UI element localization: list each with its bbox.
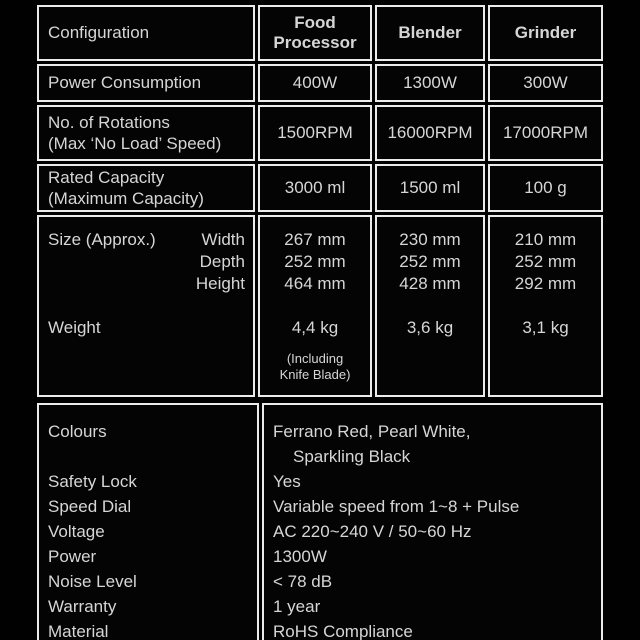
rotations-grinder: 17000RPM xyxy=(488,105,603,161)
value-safety-lock: Yes xyxy=(273,472,301,491)
rotations-food-processor: 1500RPM xyxy=(258,105,372,161)
value-power: 1300W xyxy=(273,547,327,566)
label-warranty: Warranty xyxy=(48,597,117,616)
header-row xyxy=(37,5,603,61)
dim-label-width: Width xyxy=(201,230,245,249)
fp-weight-note-line2: Knife Blade) xyxy=(279,367,351,382)
capacity-label-line2: (Maximum Capacity) xyxy=(48,189,204,208)
size-weight-label-cell xyxy=(37,215,255,397)
label-colours: Colours xyxy=(48,422,107,441)
size-values-food-processor xyxy=(260,229,370,295)
label-material: Material xyxy=(48,622,109,640)
value-voltage: AC 220~240 V / 50~60 Hz xyxy=(273,522,472,541)
fp-depth: 252 mm xyxy=(284,252,346,271)
label-power: Power xyxy=(48,547,97,566)
grinder-height: 292 mm xyxy=(514,274,577,293)
blender-width: 230 mm xyxy=(399,230,461,249)
value-colours-line1: Ferrano Red, Pearl White, xyxy=(273,422,471,441)
header-configuration: Configuration xyxy=(37,5,255,61)
spec-comparison-table xyxy=(34,2,606,400)
grinder-width: 210 mm xyxy=(514,230,577,249)
rotations-label-line1: No. of Rotations xyxy=(48,113,170,132)
grinder-weight: 3,1 kg xyxy=(522,318,569,337)
fp-weight: 4,4 kg xyxy=(291,318,339,337)
shared-spec-table xyxy=(34,400,606,640)
dim-label-depth: Depth xyxy=(199,252,245,271)
rotations-blender: 16000RPM xyxy=(375,105,485,161)
blender-weight: 3,6 kg xyxy=(406,318,454,337)
row-label-rated-capacity xyxy=(37,164,255,212)
spec-table-container xyxy=(34,2,606,640)
row-rated-capacity xyxy=(37,164,603,212)
grinder-depth: 252 mm xyxy=(514,252,577,271)
value-warranty: 1 year xyxy=(273,597,321,616)
row-size-weight xyxy=(37,215,603,397)
power-consumption-blender: 1300W xyxy=(375,64,485,102)
fp-weight-note xyxy=(260,351,370,383)
size-label-block xyxy=(39,229,253,295)
shared-spec-row xyxy=(37,403,603,640)
header-food-processor: Food Processor xyxy=(258,5,372,61)
size-label: Size (Approx.) xyxy=(48,230,156,249)
label-noise-level: Noise Level xyxy=(48,572,137,591)
size-weight-blender xyxy=(375,215,485,397)
value-noise-level: < 78 dB xyxy=(273,572,333,591)
weight-label: Weight xyxy=(48,318,101,337)
header-grinder: Grinder xyxy=(488,5,603,61)
dimension-labels xyxy=(196,229,245,295)
row-rotations xyxy=(37,105,603,161)
size-values-grinder xyxy=(490,229,601,295)
fp-weight-note-line1: (Including xyxy=(286,351,344,366)
size-weight-grinder xyxy=(488,215,603,397)
label-safety-lock: Safety Lock xyxy=(48,472,137,491)
row-label-power-consumption: Power Consumption xyxy=(37,64,255,102)
fp-width: 267 mm xyxy=(284,230,346,249)
capacity-food-processor: 3000 ml xyxy=(258,164,372,212)
label-speed-dial: Speed Dial xyxy=(48,497,132,516)
shared-spec-values xyxy=(262,403,603,640)
value-colours-line2: Sparkling Black xyxy=(293,447,411,466)
row-label-rotations xyxy=(37,105,255,161)
value-material: RoHS Compliance xyxy=(273,622,413,640)
shared-spec-labels xyxy=(37,403,259,640)
capacity-label-line1: Rated Capacity xyxy=(48,168,165,187)
fp-height: 464 mm xyxy=(284,274,346,293)
value-speed-dial: Variable speed from 1~8 + Pulse xyxy=(273,497,520,516)
label-voltage: Voltage xyxy=(48,522,105,541)
row-power-consumption xyxy=(37,64,603,102)
size-weight-food-processor xyxy=(258,215,372,397)
dim-label-height: Height xyxy=(195,274,245,293)
capacity-grinder: 100 g xyxy=(488,164,603,212)
size-values-blender xyxy=(377,229,483,295)
header-blender: Blender xyxy=(375,5,485,61)
power-consumption-grinder: 300W xyxy=(488,64,603,102)
rotations-label-line2: (Max ‘No Load’ Speed) xyxy=(48,134,222,153)
capacity-blender: 1500 ml xyxy=(375,164,485,212)
blender-height: 428 mm xyxy=(399,274,461,293)
power-consumption-food-processor: 400W xyxy=(258,64,372,102)
blender-depth: 252 mm xyxy=(399,252,461,271)
